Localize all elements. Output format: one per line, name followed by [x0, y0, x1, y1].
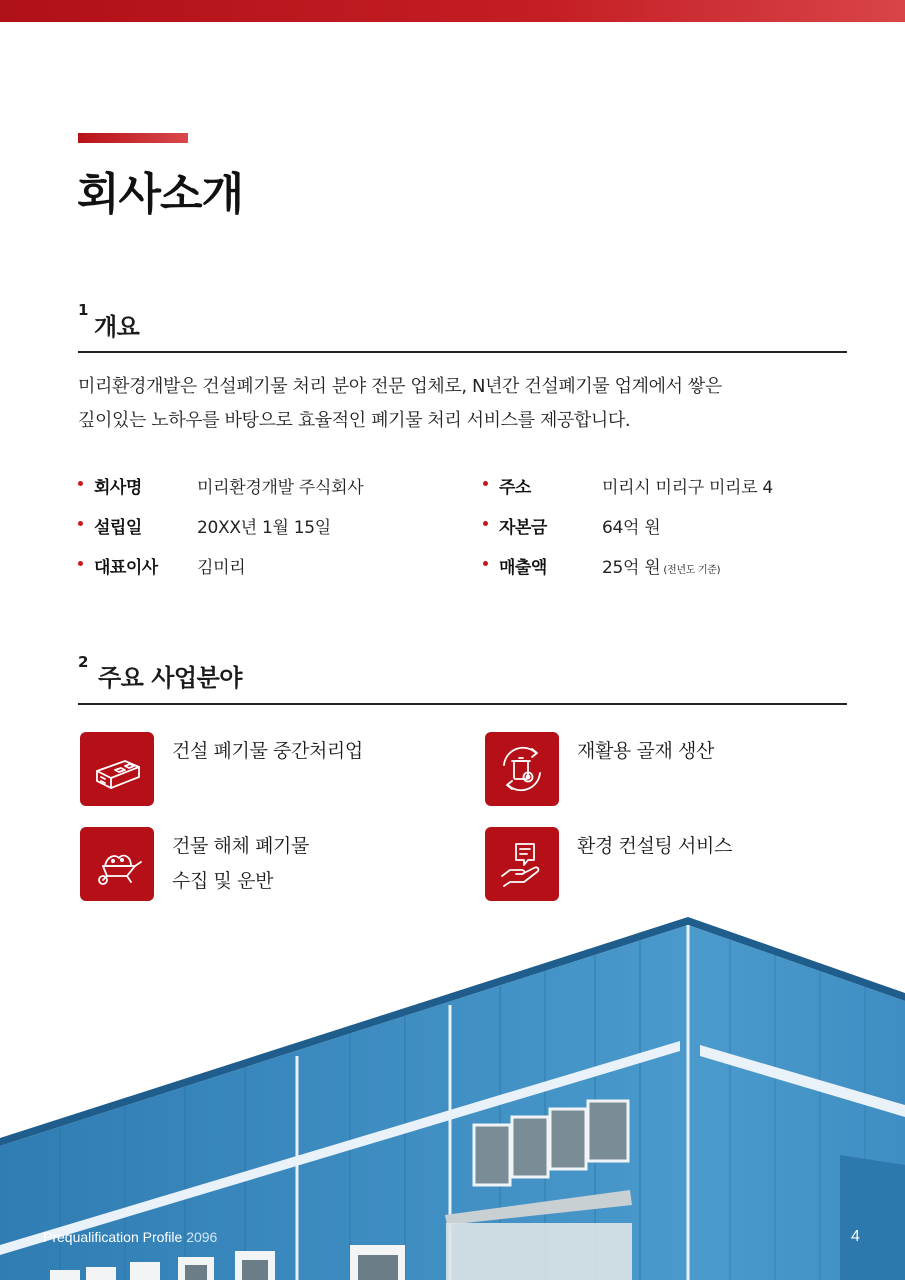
recycle-bin-icon	[485, 732, 559, 806]
consulting-hand-icon	[485, 827, 559, 901]
section-title: 개요	[94, 313, 140, 341]
bullet	[483, 481, 488, 486]
revenue-note: (전년도 기준)	[663, 565, 721, 576]
info-label: 대표이사	[94, 558, 158, 578]
info-label: 주소	[499, 478, 531, 498]
info-capital	[483, 511, 883, 539]
business-line: 환경 컨설팅 서비스	[577, 835, 732, 857]
info-revenue	[483, 551, 883, 579]
section-number: 1	[78, 301, 89, 319]
section-business-heading	[78, 652, 847, 705]
intro-line: 미리환경개발은 건설폐기물 처리 분야 전문 업체로, N년간 건설폐기물 업계에서 쌓은	[78, 376, 722, 397]
top-accent-bar	[0, 0, 905, 22]
info-value: 64억 원	[602, 518, 661, 538]
footer-profile-title	[43, 1229, 217, 1245]
footer-text: Prequalification Profile	[43, 1229, 183, 1245]
footer-year: 2096	[186, 1229, 218, 1245]
intro-paragraph	[78, 370, 848, 438]
business-line: 재활용 골재 생산	[577, 740, 714, 762]
section-title: 주요 사업분야	[98, 664, 242, 692]
bullet	[483, 521, 488, 526]
intro-line: 깊이있는 노하우를 바탕으로 효율적인 폐기물 처리 서비스를 제공합니다.	[78, 410, 631, 431]
bullet	[78, 521, 83, 526]
business-label	[172, 734, 363, 769]
info-address	[483, 471, 883, 499]
bullet	[78, 481, 83, 486]
wheelbarrow-icon	[80, 827, 154, 901]
revenue-amount: 25억 원	[602, 558, 661, 578]
info-value	[602, 553, 720, 578]
page-title: 회사소개	[77, 169, 244, 220]
business-label	[577, 829, 732, 864]
section-overview-heading	[78, 300, 847, 353]
bullet	[78, 561, 83, 566]
info-value: 20XX년 1월 15일	[197, 518, 331, 538]
brick-icon	[80, 732, 154, 806]
info-value: 김미리	[197, 558, 246, 578]
info-founded	[78, 511, 458, 539]
info-ceo	[78, 551, 458, 579]
business-line: 건물 해체 폐기물	[172, 835, 309, 857]
info-label: 매출액	[499, 558, 547, 578]
business-line: 수집 및 운반	[172, 870, 274, 892]
business-label	[172, 829, 309, 899]
section-number: 2	[78, 653, 89, 671]
info-label: 설립일	[94, 518, 142, 538]
info-value: 미리환경개발 주식회사	[197, 478, 364, 498]
factory-building-image	[0, 915, 905, 1280]
business-line: 건설 폐기물 중간처리업	[172, 740, 363, 762]
info-company-name	[78, 471, 458, 499]
business-label	[577, 734, 714, 769]
page-number: 4	[851, 1228, 860, 1245]
info-value: 미리시 미리구 미리로 4	[602, 478, 773, 498]
bullet	[483, 561, 488, 566]
info-label: 회사명	[94, 478, 142, 498]
info-label: 자본금	[499, 518, 547, 538]
title-accent-line	[78, 133, 188, 143]
